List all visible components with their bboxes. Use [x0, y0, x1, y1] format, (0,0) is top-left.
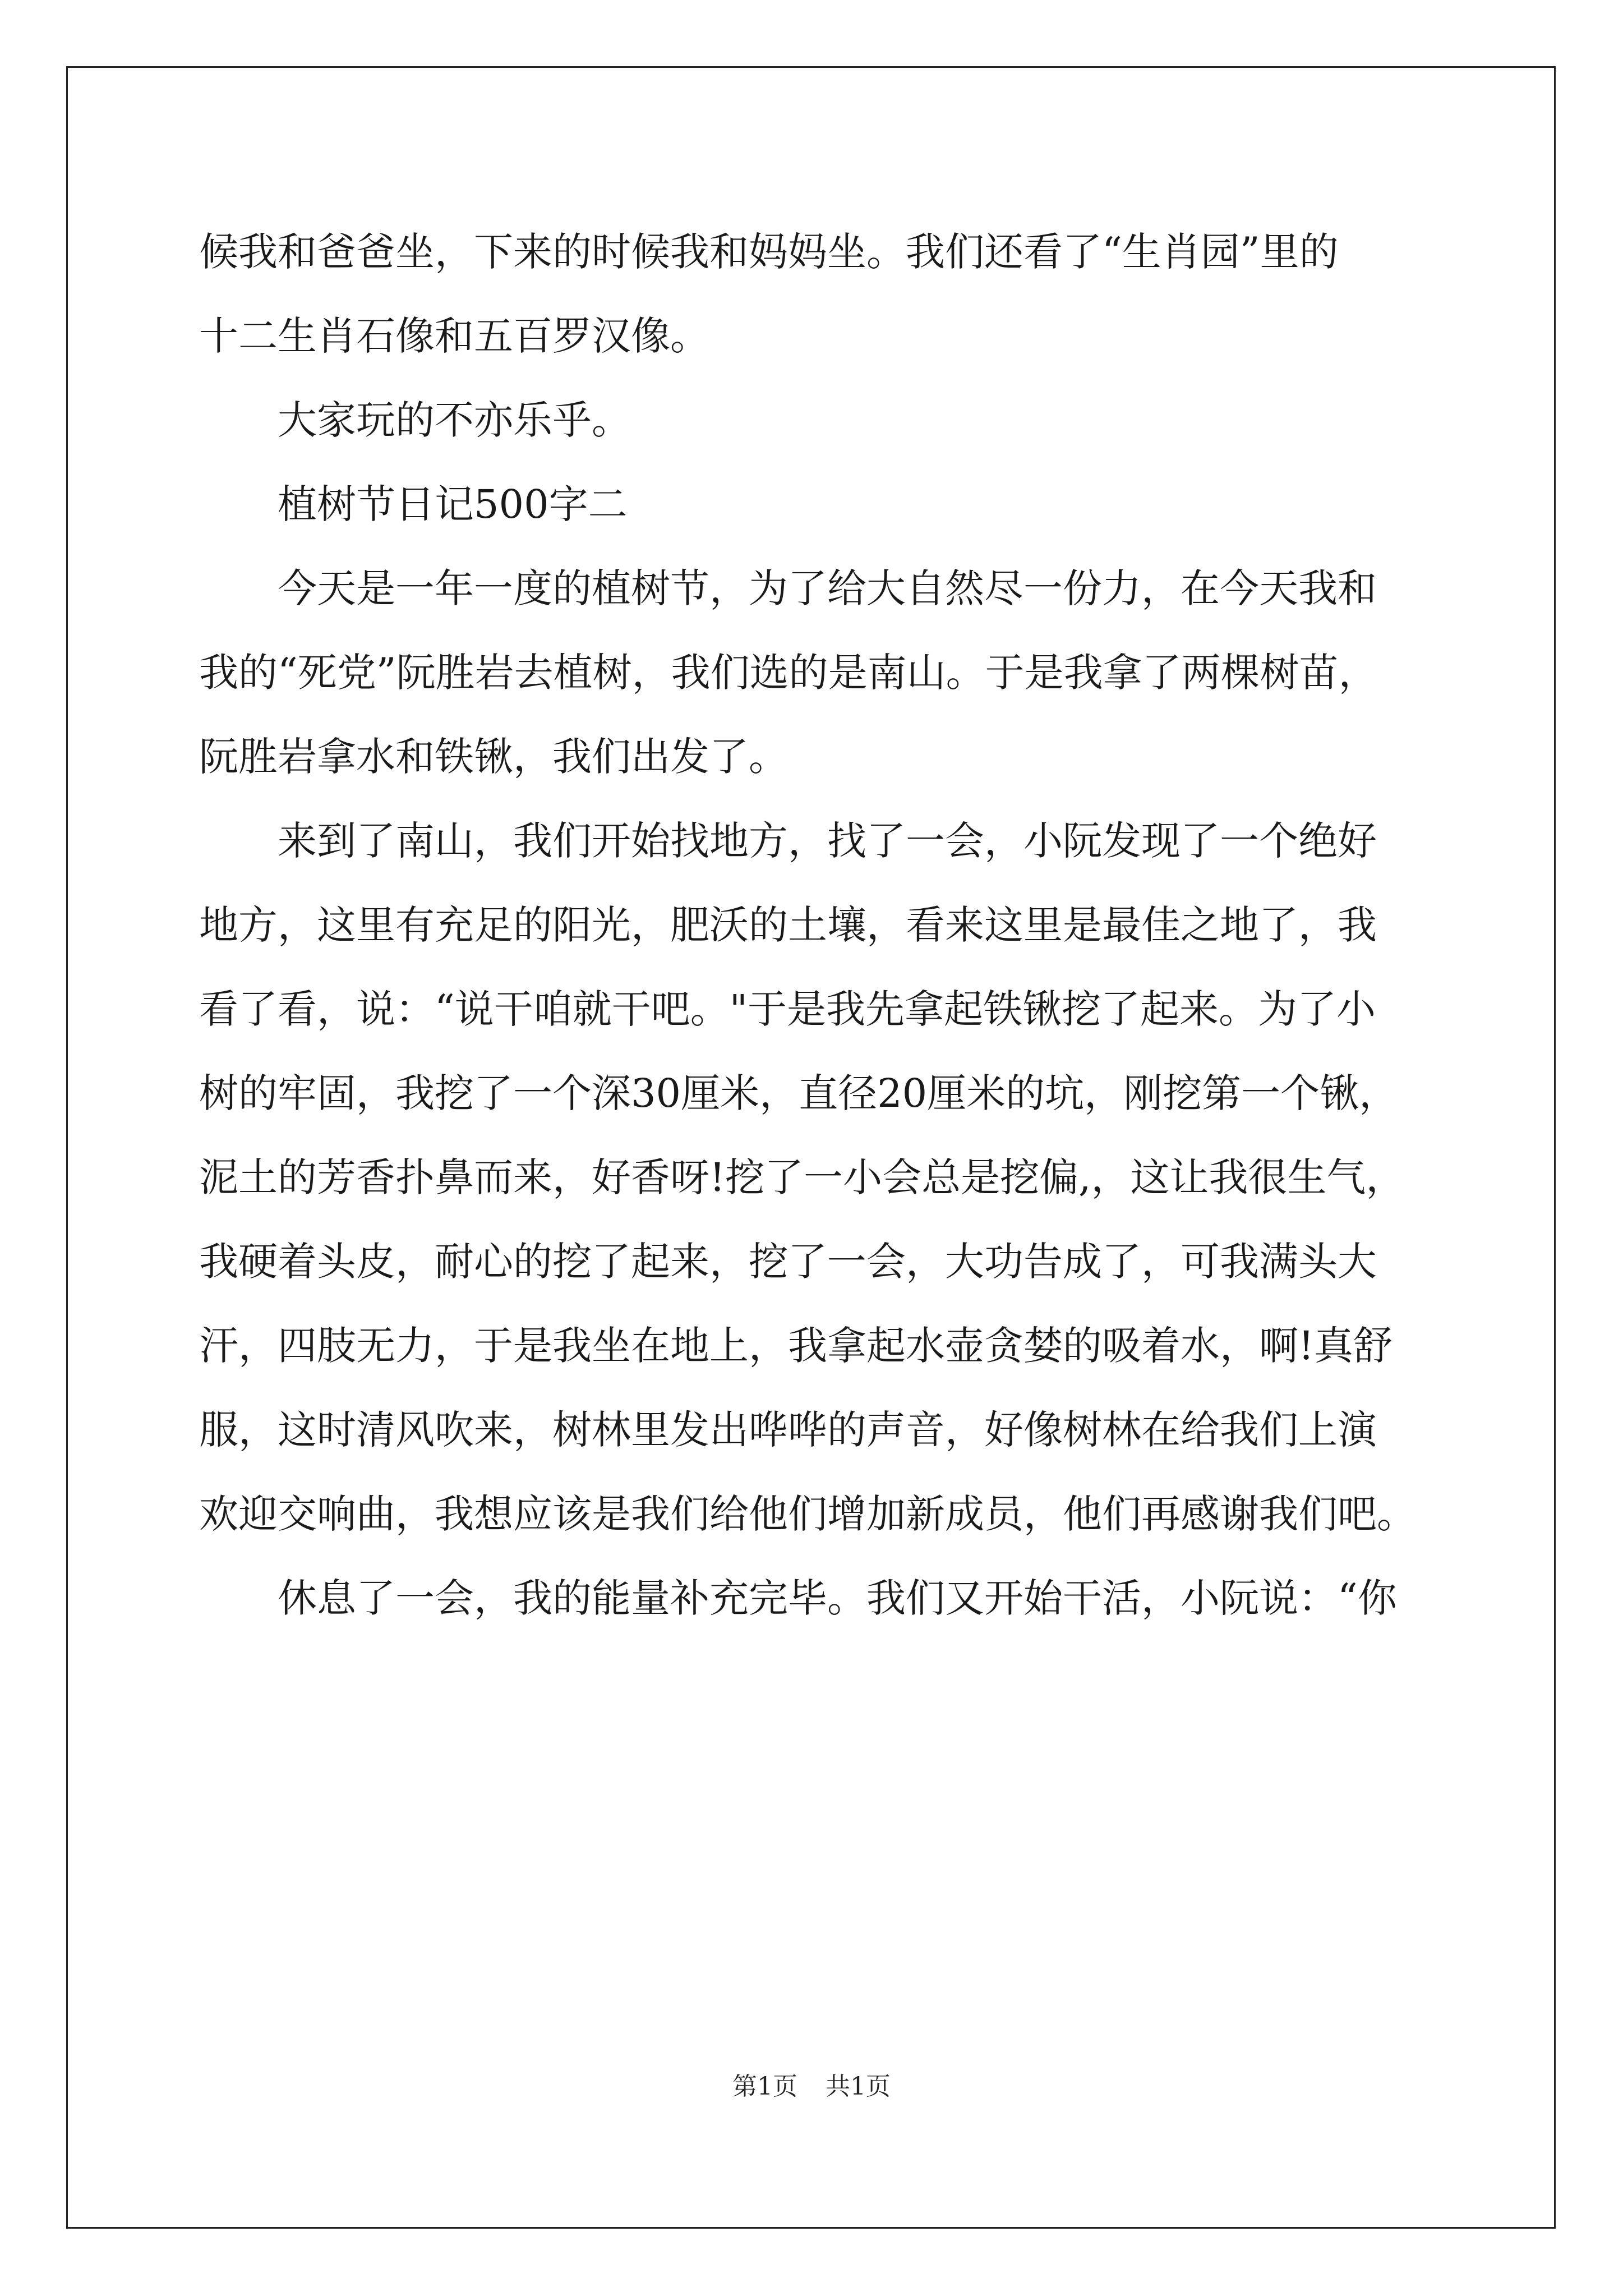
- paragraph-line: 地方，这里有充足的阳光，肥沃的土壤，看来这里是最佳之地了，我: [199, 902, 1377, 948]
- document-body: [199, 210, 1433, 1640]
- paragraph-line: 树的牢固，我挖了一个深30厘米，直径20厘米的坑，刚挖第一个锹，: [199, 1070, 1399, 1116]
- total-pages: 共1页: [826, 2072, 891, 2101]
- paragraph-line: 我的“死党”阮胜岩去植树，我们选的是南山。于是我拿了两棵树苗，: [199, 650, 1378, 696]
- paragraph-line: 休息了一会，我的能量补充完毕。我们又开始干活，小阮说：“你: [278, 1575, 1397, 1621]
- paragraph-line: 大家玩的不亦乐乎。: [278, 397, 631, 443]
- paragraph-line: 服，这时清风吹来，树林里发出哗哗的声音，好像树林在给我们上演: [199, 1407, 1377, 1453]
- paragraph-line: 我硬着头皮，耐心的挖了起来，挖了一会，大功告成了，可我满头大: [199, 1239, 1377, 1285]
- paragraph-line: 欢迎交响曲，我想应该是我们给他们增加新成员，他们再感谢我们吧。: [199, 1491, 1416, 1537]
- paragraph-line: 阮胜岩拿水和铁锹，我们出发了。: [199, 734, 788, 780]
- paragraph-line: 看了看，说：“说干咱就干吧。"于是我先拿起铁锹挖了起来。为了小: [199, 986, 1376, 1032]
- paragraph-line: 十二生肖石像和五百罗汉像。: [199, 313, 709, 359]
- paragraph-line: 来到了南山，我们开始找地方，找了一会，小阮发现了一个绝好: [278, 818, 1377, 864]
- paragraph-line: 今天是一年一度的植树节，为了给大自然尽一份力，在今天我和: [278, 565, 1377, 611]
- paragraph-line: 汗，四肢无力，于是我坐在地上，我拿起水壶贪婪的吸着水，啊!真舒: [199, 1323, 1393, 1369]
- paragraph-line: 泥土的芳香扑鼻而来，好香呀!挖了一小会总是挖偏,，这让我很生气，: [199, 1154, 1405, 1200]
- paragraph-line: 候我和爸爸坐，下来的时候我和妈妈坐。我们还看了“生肖园”里的: [199, 229, 1339, 275]
- current-page-number: 第1页: [732, 2072, 797, 2101]
- section-heading: 植树节日记500字二: [278, 481, 628, 527]
- page-footer: [0, 2070, 1623, 2104]
